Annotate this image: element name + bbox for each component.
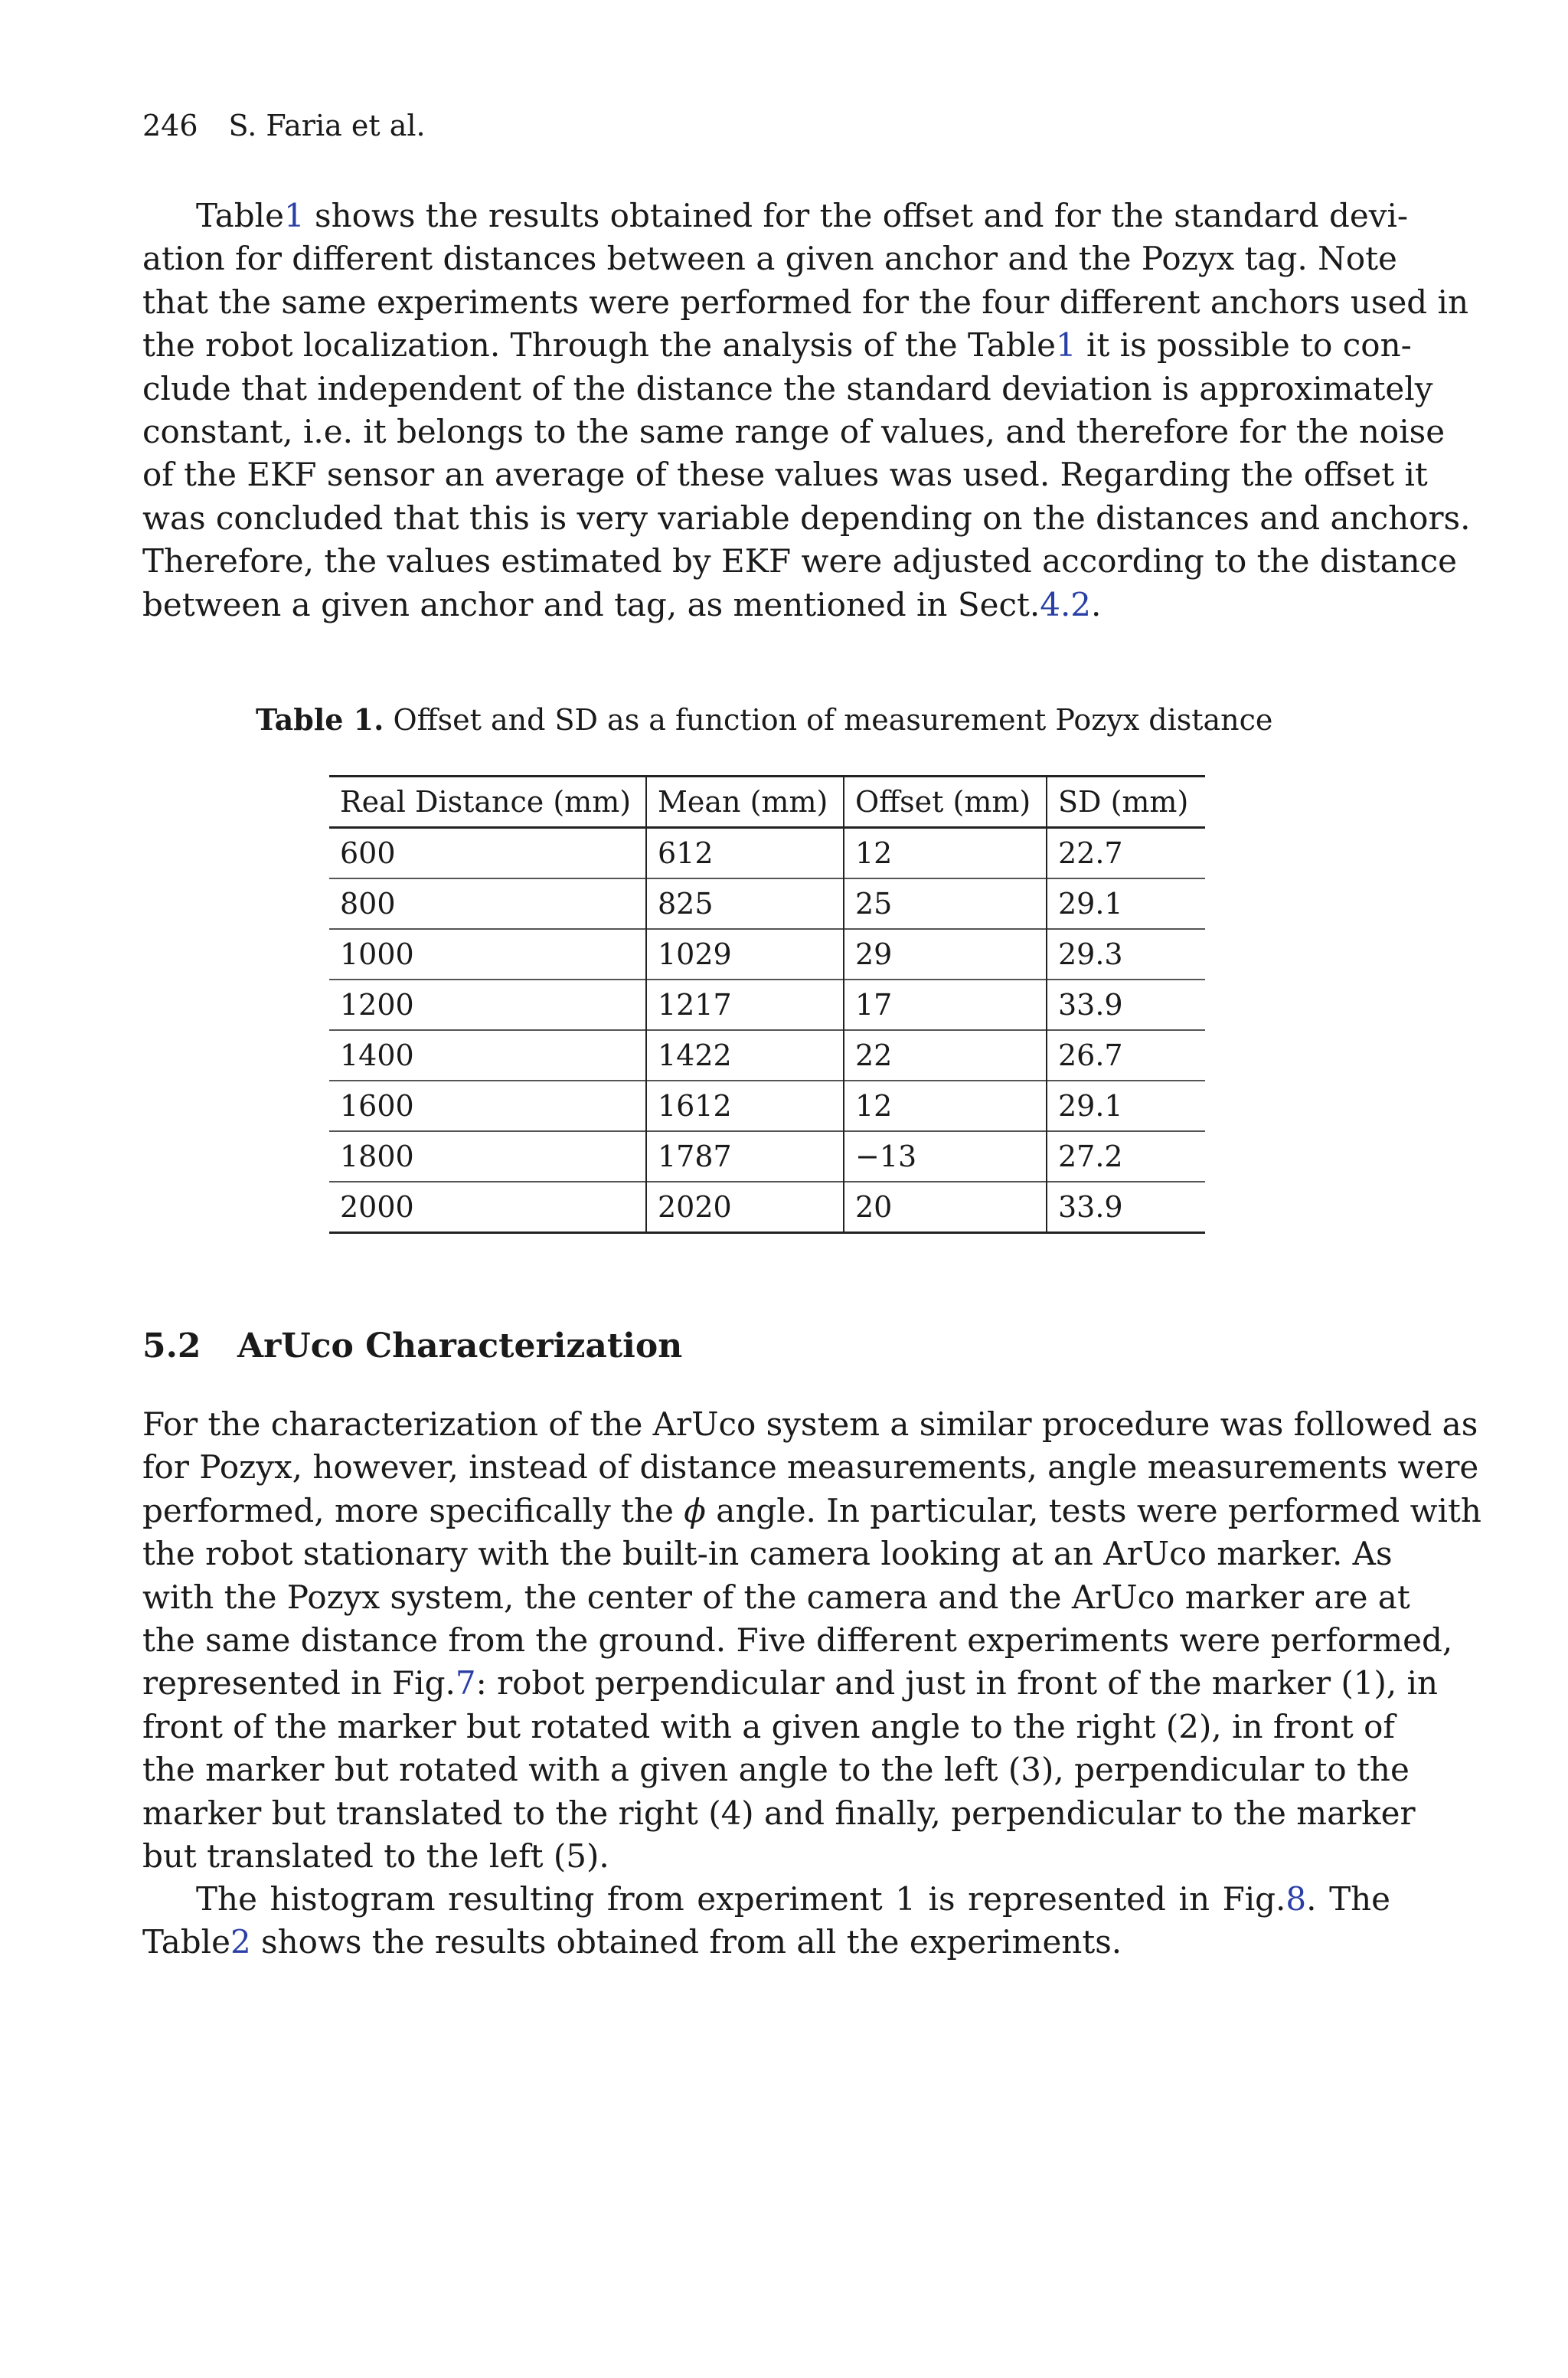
column-header: Offset (mm) <box>844 777 1047 828</box>
table-row <box>329 828 1205 879</box>
table-cell: 27.2 <box>1047 1131 1205 1182</box>
table-cell: 1600 <box>340 1089 414 1123</box>
table-row <box>329 1182 1205 1233</box>
text-line: For the characterization of the ArUco system a similar procedure was followed as <box>142 1405 1478 1443</box>
text-line: front of the marker but rotated with a given angle to the right (2), in front of <box>142 1707 1395 1745</box>
table-cell: 612 <box>646 828 844 879</box>
text-line: Table2 shows the results obtained from all the experiments. <box>142 1923 1122 1961</box>
paragraph-3 <box>142 1878 1390 1964</box>
table-cell: 2020 <box>646 1182 844 1233</box>
text-line: that the same experiments were performed for the four different anchors used in <box>142 283 1469 321</box>
paragraph-2 <box>142 1403 1481 1878</box>
table-cell: 1400 <box>340 1039 414 1072</box>
table-cell: 600 <box>340 836 396 870</box>
table-1-caption-text: Offset and SD as a function of measurement Pozyx distance <box>393 703 1273 737</box>
text-line: with the Pozyx system, the center of the camera and the ArUco marker are at <box>142 1578 1410 1616</box>
text-line: marker but translated to the right (4) and finally, perpendicular to the marker <box>142 1794 1416 1832</box>
table-row <box>329 1030 1205 1081</box>
text-line: between a given anchor and tag, as mentioned in Sect.4.2. <box>142 585 1102 623</box>
text-line: was concluded that this is very variable depending on the distances and anchors. <box>142 499 1471 537</box>
table-cell: 29.3 <box>1047 929 1205 980</box>
table-cell: 1200 <box>340 988 414 1022</box>
table-cell: 1217 <box>646 980 844 1030</box>
table-cell: 17 <box>844 980 1047 1030</box>
table-row <box>329 1131 1205 1182</box>
table-1-label: Table 1. <box>256 702 384 737</box>
table-cell: 2000 <box>340 1190 414 1224</box>
table-cell: −13 <box>844 1131 1047 1182</box>
table-cell: 25 <box>844 878 1047 929</box>
table-cell: 1029 <box>646 929 844 980</box>
text-line: the robot localization. Through the analysis of the Table1 it is possible to con- <box>142 326 1412 365</box>
text-line: but translated to the left (5). <box>142 1837 609 1876</box>
table-cell: 1000 <box>340 937 414 971</box>
table-1-caption <box>256 700 1272 740</box>
text-line: The histogram resulting from experiment 1 is represented in Fig.8. The <box>196 1880 1390 1918</box>
section-4-2-link[interactable]: 4.2 <box>1040 585 1092 623</box>
table-header-row <box>329 777 1205 828</box>
table-cell: 800 <box>340 887 396 921</box>
table-cell: 1800 <box>340 1140 414 1173</box>
page-number: 246 <box>142 109 198 142</box>
table-row <box>329 929 1205 980</box>
section-heading <box>142 1323 682 1369</box>
table-2-link[interactable]: 2 <box>230 1923 251 1961</box>
figure-7-link[interactable]: 7 <box>455 1664 476 1703</box>
column-header: SD (mm) <box>1047 777 1205 828</box>
text-line: of the EKF sensor an average of these values was used. Regarding the offset it <box>142 456 1428 494</box>
column-header: Real Distance (mm) <box>340 785 632 819</box>
text-line: the marker but rotated with a given angle to the left (3), perpendicular to the <box>142 1751 1410 1789</box>
table-cell: 12 <box>844 828 1047 879</box>
table-cell: 22.7 <box>1047 828 1205 879</box>
text-line: clude that independent of the distance the standard deviation is approximately <box>142 369 1433 407</box>
table-cell: 1612 <box>646 1081 844 1131</box>
table-cell: 22 <box>844 1030 1047 1081</box>
table-row <box>329 1081 1205 1131</box>
table-cell: 1787 <box>646 1131 844 1182</box>
text-line: Table1 shows the results obtained for the offset and for the standard devi- <box>196 197 1409 234</box>
table-cell: 20 <box>844 1182 1047 1233</box>
table-cell: 825 <box>646 878 844 929</box>
text-line: ation for different distances between a given anchor and the Pozyx tag. Note <box>142 240 1397 278</box>
table-cell: 33.9 <box>1047 980 1205 1030</box>
table-cell: 26.7 <box>1047 1030 1205 1081</box>
text-line: constant, i.e. it belongs to the same range of values, and therefore for the noise <box>142 413 1446 451</box>
table-row <box>329 980 1205 1030</box>
table-row <box>329 878 1205 929</box>
table-cell: 1422 <box>646 1030 844 1081</box>
text-line: for Pozyx, however, instead of distance measurements, angle measurements were <box>142 1448 1479 1487</box>
text-line: represented in Fig.7: robot perpendicular and just in front of the marker (1), in <box>142 1664 1439 1703</box>
table-cell: 29 <box>844 929 1047 980</box>
section-title: ArUco Characterization <box>237 1326 683 1366</box>
table-cell: 29.1 <box>1047 878 1205 929</box>
text-line: the robot stationary with the built-in camera looking at an ArUco marker. As <box>142 1535 1393 1573</box>
table-cell: 33.9 <box>1047 1182 1205 1233</box>
table-1-link[interactable]: 1 <box>1055 326 1076 365</box>
figure-8-link[interactable]: 8 <box>1285 1880 1307 1918</box>
paragraph-1 <box>142 195 1471 626</box>
section-number: 5.2 <box>142 1326 201 1366</box>
phi-symbol: ϕ <box>684 1491 706 1529</box>
text-line: performed, more specifically the ϕ angle. In particular, tests were performed with <box>142 1491 1481 1529</box>
table-1-link[interactable]: 1 <box>283 197 305 234</box>
running-authors: S. Faria et al. <box>228 109 426 142</box>
table-cell: 12 <box>844 1081 1047 1131</box>
table-cell: 29.1 <box>1047 1081 1205 1131</box>
text-line: the same distance from the ground. Five different experiments were performed, <box>142 1621 1453 1660</box>
text-line: Therefore, the values estimated by EKF were adjusted according to the distance <box>142 542 1458 581</box>
running-head <box>142 106 426 146</box>
column-header: Mean (mm) <box>646 777 844 828</box>
table-1 <box>329 775 1205 1234</box>
